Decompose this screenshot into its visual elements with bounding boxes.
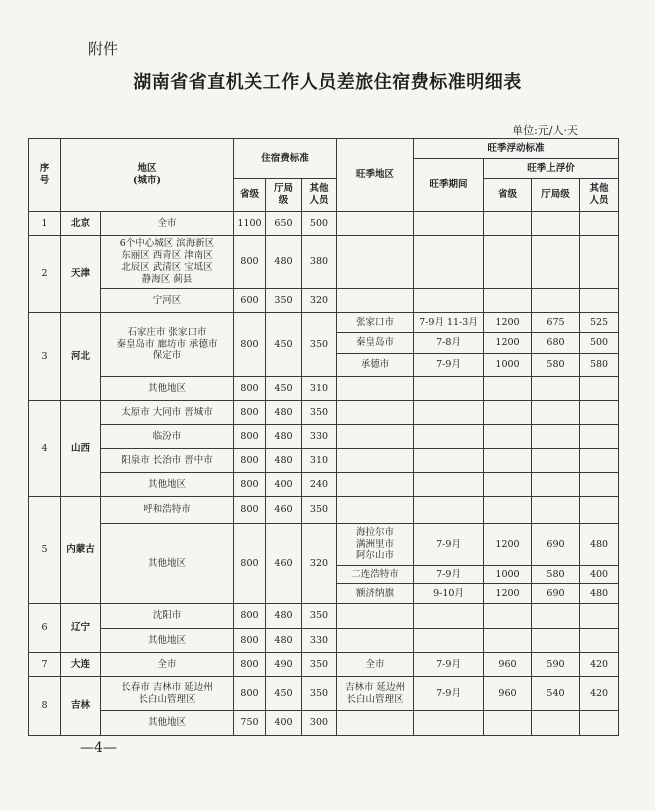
table-row xyxy=(29,289,619,313)
row-province: 山西 xyxy=(61,401,101,497)
peak-other: 420 xyxy=(580,677,619,711)
header-peak-region: 旺季地区 xyxy=(337,139,414,212)
table-row xyxy=(29,425,619,449)
cell-other: 310 xyxy=(302,377,337,401)
table-row xyxy=(29,449,619,473)
cell-provincial: 1100 xyxy=(234,212,266,236)
peak-period: 9-10月 xyxy=(414,584,484,604)
cell-provincial: 800 xyxy=(234,677,266,711)
cell-bureau: 450 xyxy=(266,377,302,401)
row-area: 其他地区 xyxy=(101,711,234,736)
cell-bureau: 480 xyxy=(266,629,302,653)
row-area: 阳泉市 长治市 晋中市 xyxy=(101,449,234,473)
cell-other: 350 xyxy=(302,653,337,677)
header-seq: 序 号 xyxy=(29,139,61,212)
row-area: 呼和浩特市 xyxy=(101,497,234,524)
peak-other: 400 xyxy=(580,566,619,584)
cell-other: 320 xyxy=(302,289,337,313)
cell-provincial: 800 xyxy=(234,653,266,677)
table-row xyxy=(29,604,619,629)
peak-bureau: 590 xyxy=(532,653,580,677)
row-area: 其他地区 xyxy=(101,377,234,401)
row-seq: 2 xyxy=(29,236,61,313)
cell-provincial: 800 xyxy=(234,236,266,289)
peak-bureau: 690 xyxy=(532,584,580,604)
row-province: 吉林 xyxy=(61,677,101,736)
peak-bureau: 675 xyxy=(532,313,580,333)
peak-region: 海拉尔市 满洲里市 阿尔山市 xyxy=(337,524,414,566)
table-row xyxy=(29,377,619,401)
peak-other: 580 xyxy=(580,354,619,377)
header-peak-bureau: 厅局级 xyxy=(532,179,580,212)
table-row xyxy=(29,653,619,677)
peak-other: 480 xyxy=(580,584,619,604)
row-province: 北京 xyxy=(61,212,101,236)
peak-bureau: 580 xyxy=(532,354,580,377)
attachment-label: 附件 xyxy=(88,40,119,58)
row-area: 其他地区 xyxy=(101,473,234,497)
peak-region: 二连浩特市 xyxy=(337,566,414,584)
cell-bureau: 460 xyxy=(266,524,302,604)
standards-table xyxy=(28,138,619,736)
table-row xyxy=(29,212,619,236)
row-area: 沈阳市 xyxy=(101,604,234,629)
cell-provincial: 800 xyxy=(234,425,266,449)
cell-bureau: 460 xyxy=(266,497,302,524)
cell-bureau: 350 xyxy=(266,289,302,313)
row-area: 宁河区 xyxy=(101,289,234,313)
peak-period: 7-9月 xyxy=(414,677,484,711)
peak-provincial: 1000 xyxy=(484,566,532,584)
row-province: 内蒙古 xyxy=(61,497,101,604)
peak-region: 秦皇岛市 xyxy=(337,333,414,354)
row-province: 大连 xyxy=(61,653,101,677)
cell-other: 330 xyxy=(302,629,337,653)
cell-provincial: 800 xyxy=(234,377,266,401)
row-seq: 4 xyxy=(29,401,61,497)
cell-bureau: 400 xyxy=(266,473,302,497)
table-row xyxy=(29,629,619,653)
peak-provincial: 1200 xyxy=(484,524,532,566)
cell-provincial: 800 xyxy=(234,449,266,473)
row-seq: 6 xyxy=(29,604,61,653)
table-row xyxy=(29,677,619,711)
peak-region: 张家口市 xyxy=(337,313,414,333)
cell-other: 300 xyxy=(302,711,337,736)
row-seq: 8 xyxy=(29,677,61,736)
row-area: 太原市 大同市 晋城市 xyxy=(101,401,234,425)
cell-bureau: 480 xyxy=(266,449,302,473)
peak-period: 7-8月 xyxy=(414,333,484,354)
header-peak-up: 旺季上浮价 xyxy=(484,159,619,179)
peak-provincial: 960 xyxy=(484,677,532,711)
header-provincial: 省级 xyxy=(234,179,266,212)
cell-provincial: 800 xyxy=(234,473,266,497)
unit-label: 单位:元/人·天 xyxy=(512,124,578,137)
row-seq: 3 xyxy=(29,313,61,401)
row-area: 长春市 吉林市 延边州 长白山管理区 xyxy=(101,677,234,711)
peak-bureau: 690 xyxy=(532,524,580,566)
cell-bureau: 480 xyxy=(266,604,302,629)
cell-other: 310 xyxy=(302,449,337,473)
peak-provincial: 1200 xyxy=(484,584,532,604)
peak-period: 7-9月 xyxy=(414,566,484,584)
cell-other: 350 xyxy=(302,401,337,425)
table-row xyxy=(29,524,619,566)
table-row xyxy=(29,711,619,736)
cell-bureau: 480 xyxy=(266,425,302,449)
cell-bureau: 650 xyxy=(266,212,302,236)
table-row xyxy=(29,473,619,497)
row-province: 河北 xyxy=(61,313,101,401)
page-number: —4— xyxy=(80,740,117,756)
cell-other: 350 xyxy=(302,497,337,524)
peak-region: 承德市 xyxy=(337,354,414,377)
cell-provincial: 800 xyxy=(234,524,266,604)
cell-provincial: 800 xyxy=(234,497,266,524)
cell-provincial: 800 xyxy=(234,313,266,377)
header-peak-provincial: 省级 xyxy=(484,179,532,212)
row-area: 其他地区 xyxy=(101,629,234,653)
header-peak-other: 其他 人员 xyxy=(580,179,619,212)
cell-bureau: 450 xyxy=(266,677,302,711)
cell-provincial: 800 xyxy=(234,401,266,425)
peak-period: 7-9月 xyxy=(414,653,484,677)
peak-other: 420 xyxy=(580,653,619,677)
table-row xyxy=(29,313,619,333)
cell-bureau: 480 xyxy=(266,236,302,289)
peak-provincial: 1000 xyxy=(484,354,532,377)
cell-other: 330 xyxy=(302,425,337,449)
peak-region: 全市 xyxy=(337,653,414,677)
row-seq: 7 xyxy=(29,653,61,677)
table-row xyxy=(29,497,619,524)
header-peak-float: 旺季浮动标准 xyxy=(414,139,619,159)
header-peak-period: 旺季期间 xyxy=(414,159,484,212)
row-seq: 1 xyxy=(29,212,61,236)
cell-other: 320 xyxy=(302,524,337,604)
peak-bureau: 540 xyxy=(532,677,580,711)
cell-other: 350 xyxy=(302,313,337,377)
cell-bureau: 400 xyxy=(266,711,302,736)
row-area: 其他地区 xyxy=(101,524,234,604)
table-row xyxy=(29,236,619,289)
row-area: 石家庄市 张家口市 秦皇岛市 廊坊市 承德市 保定市 xyxy=(101,313,234,377)
cell-bureau: 480 xyxy=(266,401,302,425)
peak-bureau: 580 xyxy=(532,566,580,584)
row-area: 临汾市 xyxy=(101,425,234,449)
peak-bureau: 680 xyxy=(532,333,580,354)
peak-provincial: 1200 xyxy=(484,313,532,333)
header-other: 其他 人员 xyxy=(302,179,337,212)
peak-region: 额济纳旗 xyxy=(337,584,414,604)
peak-region: 吉林市 延边州 长白山管理区 xyxy=(337,677,414,711)
cell-provincial: 750 xyxy=(234,711,266,736)
table-row xyxy=(29,401,619,425)
peak-period: 7-9月 11-3月 xyxy=(414,313,484,333)
cell-other: 240 xyxy=(302,473,337,497)
peak-period: 7-9月 xyxy=(414,354,484,377)
cell-other: 500 xyxy=(302,212,337,236)
cell-provincial: 800 xyxy=(234,629,266,653)
header-bureau: 厅局 级 xyxy=(266,179,302,212)
row-area: 全市 xyxy=(101,212,234,236)
cell-other: 350 xyxy=(302,604,337,629)
row-province: 辽宁 xyxy=(61,604,101,653)
row-area: 6个中心城区 滨海新区 东丽区 西青区 津南区 北辰区 武清区 宝坻区 静海区 蓟县 xyxy=(101,236,234,289)
row-province: 天津 xyxy=(61,236,101,313)
peak-provincial: 1200 xyxy=(484,333,532,354)
cell-other: 380 xyxy=(302,236,337,289)
peak-other: 525 xyxy=(580,313,619,333)
row-area: 全市 xyxy=(101,653,234,677)
cell-provincial: 800 xyxy=(234,604,266,629)
document-title: 湖南省省直机关工作人员差旅住宿费标准明细表 xyxy=(133,72,522,93)
header-standard: 住宿费标准 xyxy=(234,139,337,179)
header-region: 地区 (城市) xyxy=(61,139,234,212)
cell-bureau: 450 xyxy=(266,313,302,377)
cell-other: 350 xyxy=(302,677,337,711)
cell-provincial: 600 xyxy=(234,289,266,313)
peak-other: 480 xyxy=(580,524,619,566)
peak-other: 500 xyxy=(580,333,619,354)
cell-bureau: 490 xyxy=(266,653,302,677)
row-seq: 5 xyxy=(29,497,61,604)
peak-provincial: 960 xyxy=(484,653,532,677)
peak-period: 7-9月 xyxy=(414,524,484,566)
